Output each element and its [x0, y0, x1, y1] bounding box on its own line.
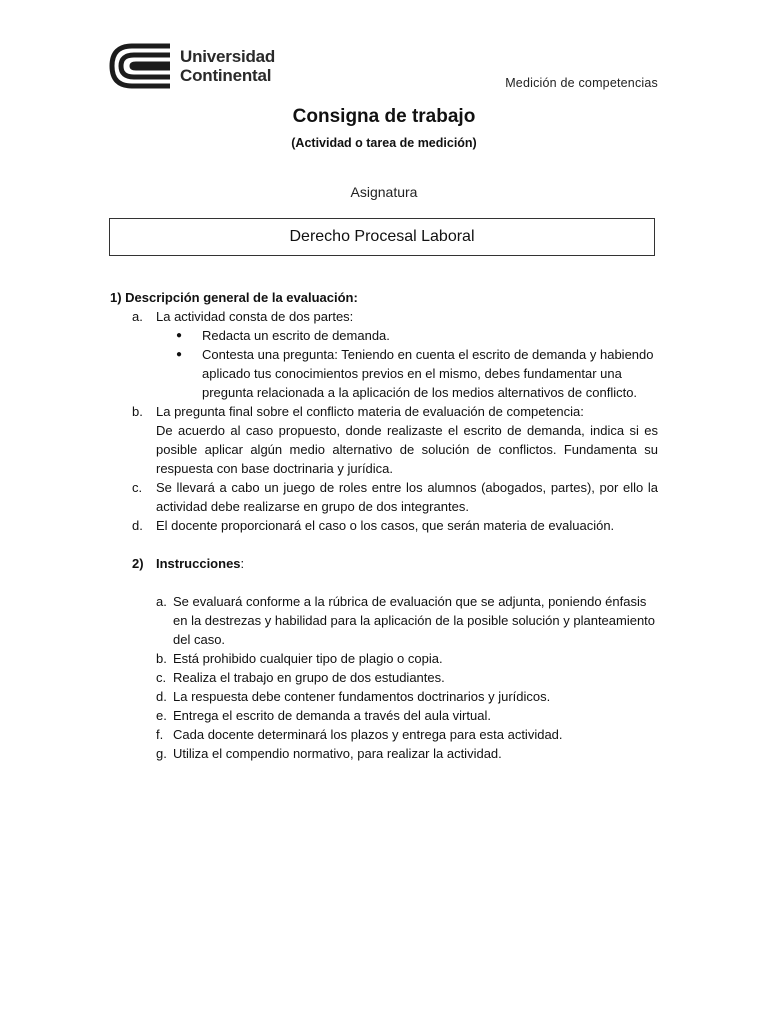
subject-name: Derecho Procesal Laboral: [289, 228, 475, 245]
item-text-line-1: La pregunta final sobre el conflicto materia de evaluación de competencia:: [156, 404, 584, 419]
section-2-colon: :: [240, 556, 245, 571]
item-marker: f.: [156, 727, 164, 742]
item-text: Entrega el escrito de demanda a través del aula virtual.: [173, 708, 491, 723]
item-marker: c.: [132, 480, 143, 495]
item-text: [156, 402, 658, 478]
subject-label: Asignatura: [350, 184, 418, 200]
item-marker: e.: [156, 708, 167, 723]
item-marker: d.: [156, 689, 167, 704]
bullet-text: Redacta un escrito de demanda.: [202, 328, 390, 343]
item-text: Se llevará a cabo un juego de roles entre los alumnos (abogados, partes), por ello la actividad debe realizarse en grupo de dos integrantes.: [156, 480, 658, 514]
item-marker: b.: [156, 651, 167, 666]
item-text: La actividad consta de dos partes:: [156, 309, 354, 324]
instruction-item-b: [110, 649, 658, 668]
item-marker: c.: [156, 670, 167, 685]
section-2-title: Instrucciones: [156, 556, 241, 571]
item-text: Realiza el trabajo en grupo de dos estudiantes.: [173, 670, 445, 685]
instruction-item-d: [110, 687, 658, 706]
logo-line-1: Universidad: [180, 47, 276, 66]
item-text: Utiliza el compendio normativo, para realizar la actividad.: [173, 746, 502, 761]
instruction-item-a: [110, 592, 658, 649]
page-title: Consigna de trabajo: [292, 106, 476, 127]
section-1-bullet-2: [110, 345, 658, 402]
section-1-heading: 1) Descripción general de la evaluación:: [110, 290, 358, 305]
section-1-item-b: [110, 402, 658, 478]
logo-line-2: Continental: [180, 66, 272, 85]
university-logo-icon: [108, 42, 174, 90]
item-text: Está prohibido cualquier tipo de plagio o copia.: [173, 651, 443, 666]
page-subtitle: (Actividad o tarea de medición): [291, 136, 477, 150]
item-marker: d.: [132, 518, 143, 533]
item-text: Se evaluará conforme a la rúbrica de evaluación que se adjunta, poniendo énfasis en la destrezas y habilidad para la aplicación de la posible solución y planteamiento del caso.: [173, 594, 656, 647]
item-marker: a.: [132, 309, 143, 324]
header-category: Medición de competencias: [505, 76, 658, 90]
instruction-item-c: [110, 668, 658, 687]
section-1-bullet-1: [110, 326, 658, 345]
section-2-number: 2): [132, 556, 144, 571]
bullet-icon: ●: [176, 349, 183, 360]
document-body: [110, 288, 658, 763]
item-text: Cada docente determinará los plazos y entrega para esta actividad.: [173, 727, 563, 742]
instruction-item-e: [110, 706, 658, 725]
item-marker: b.: [132, 404, 143, 419]
subject-box: [109, 218, 655, 256]
item-marker: g.: [156, 746, 167, 761]
university-logo: [108, 42, 275, 90]
item-text: El docente proporcionará el caso o los casos, que serán materia de evaluación.: [156, 518, 615, 533]
section-1-item-c: [110, 478, 658, 516]
instruction-item-f: [110, 725, 658, 744]
section-2: [110, 554, 658, 763]
item-text-line-2: De acuerdo al caso propuesto, donde realizaste el escrito de demanda, indica si es posible aplicar algún medio alternativo de solución de conflictos. Fundamenta su respuesta con base doctrinaria y jurídica.: [156, 423, 658, 476]
university-logo-wordmark: [180, 47, 275, 85]
instruction-item-g: [110, 744, 658, 763]
section-2-heading: [110, 554, 658, 573]
bullet-text: Contesta una pregunta: Teniendo en cuenta el escrito de demanda y habiendo aplicado tus conocimientos previos en el mismo, debes fundamentar una pregunta relacionada a la aplicación de los medios alternativos de conflicto.: [202, 347, 654, 400]
section-1-item-a: [110, 307, 658, 326]
item-text: La respuesta debe contener fundamentos doctrinarios y jurídicos.: [173, 689, 551, 704]
item-marker: a.: [156, 594, 167, 609]
section-1-item-d: [110, 516, 658, 535]
bullet-icon: ●: [176, 330, 183, 341]
